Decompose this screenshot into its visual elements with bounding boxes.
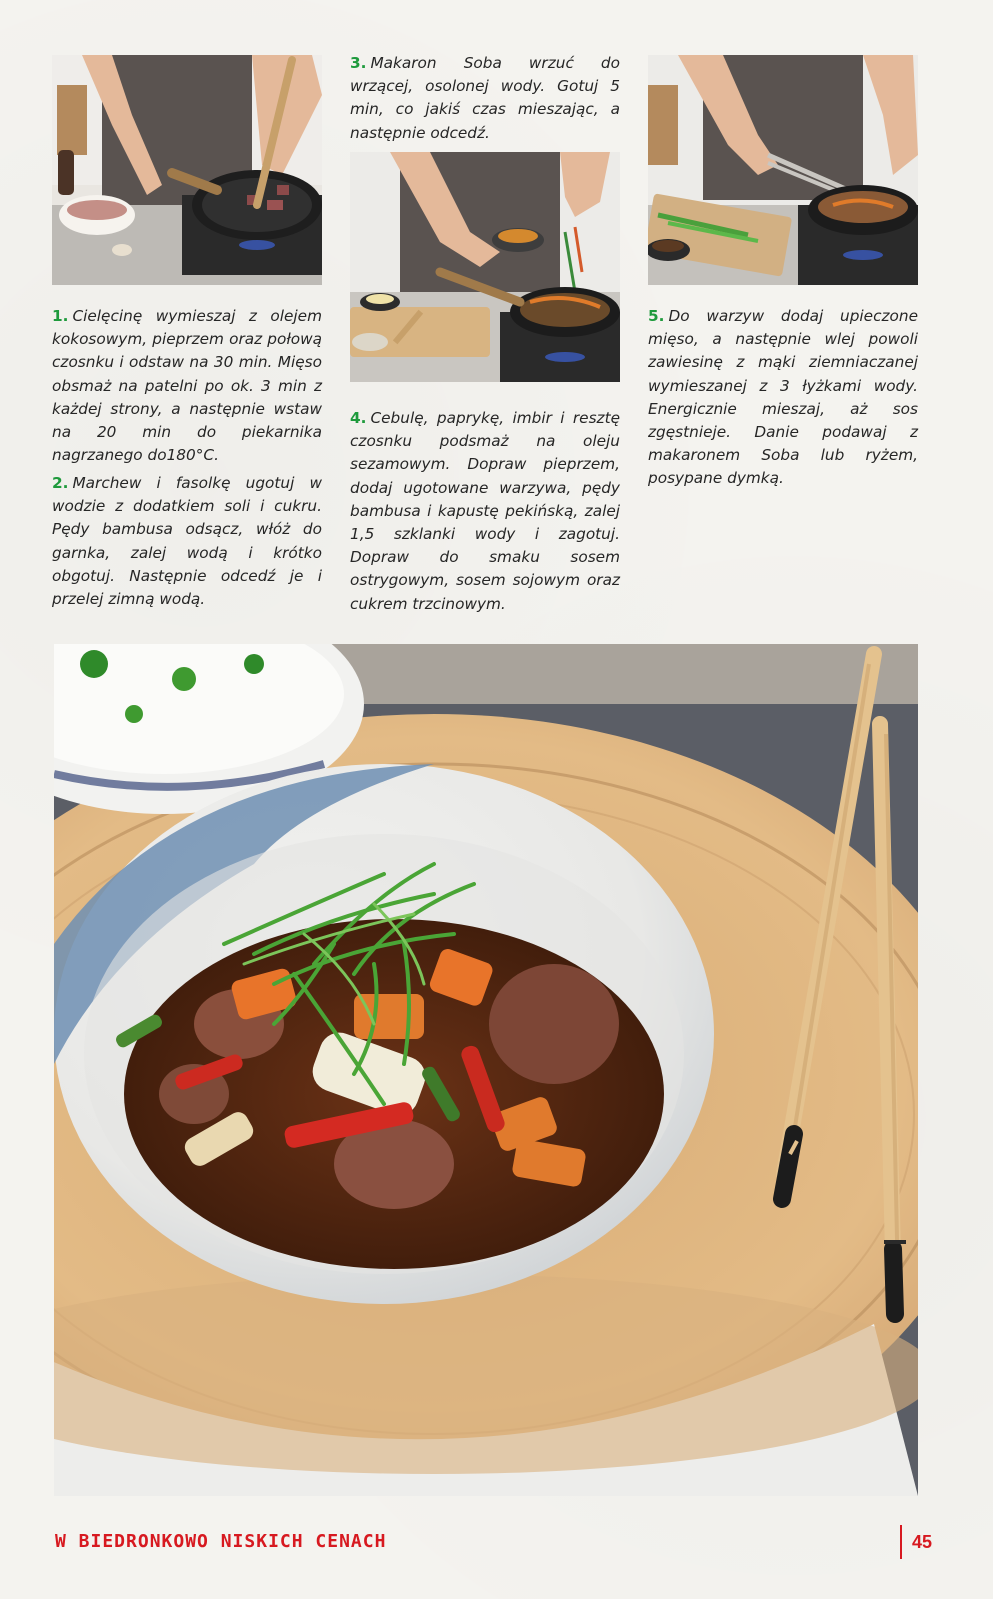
step-number: 3. — [350, 54, 367, 72]
main-dish-photo — [54, 644, 918, 1496]
step-number: 2. — [52, 474, 69, 492]
step-5 — [648, 305, 918, 491]
step-1-photo — [52, 55, 322, 285]
step-text: Cielęcinę wymieszaj z olejem kokosowym, pieprzem oraz połową czosnku i odstaw na 30 min. Mięso obsmaż na patelni po ok. 3 min z każdej strony, a następnie wstaw na 20 min do piekarnika nagrzanego do180°C. — [52, 307, 322, 465]
step-3-photo — [350, 152, 620, 382]
step-2 — [52, 472, 322, 611]
footer-tagline: W BIEDRONKOWO NISKICH CENACH — [55, 1531, 387, 1552]
page-number: 45 — [912, 1532, 933, 1552]
step-number: 1. — [52, 307, 69, 325]
step-text: Cebulę, paprykę, imbir i resztę czosnku podsmaż na oleju sezamowym. Dopraw pieprzem, dodaj ugotowane warzywa, pędy bambusa i kapustę pekińską, zalej 1,5 szklanki wody i zagotuj. Dopraw do smaku sosem ostrygowym, sosem sojowym oraz cukrem trzcinowym. — [350, 409, 620, 613]
step-number: 4. — [350, 409, 367, 427]
footer-divider — [900, 1525, 902, 1559]
step-text: Do warzyw dodaj upieczone mięso, a następnie wlej powoli zawiesinę z mąki ziemniaczanej wymieszanej z 3 łyżkami wody. Energicznie mieszaj, aż sos zgęstnieje. Danie podawaj z makaronem Soba lub ryżem, posypane dymką. — [648, 307, 918, 488]
step-1 — [52, 305, 322, 467]
step-text: Makaron Soba wrzuć do wrzącej, osolonej wody. Gotuj 5 min, co jakiś czas mieszając, a następnie odcedź. — [350, 54, 620, 142]
step-3 — [350, 52, 620, 145]
step-number: 5. — [648, 307, 665, 325]
step-text: Marchew i fasolkę ugotuj w wodzie z dodatkiem soli i cukru. Pędy bambusa odsącz, włóż do garnka, zalej wodą i krótko obgotuj. Następnie odcedź je i przelej zimną wodą. — [52, 474, 322, 609]
step-4 — [350, 407, 620, 616]
step-5-photo — [648, 55, 918, 285]
